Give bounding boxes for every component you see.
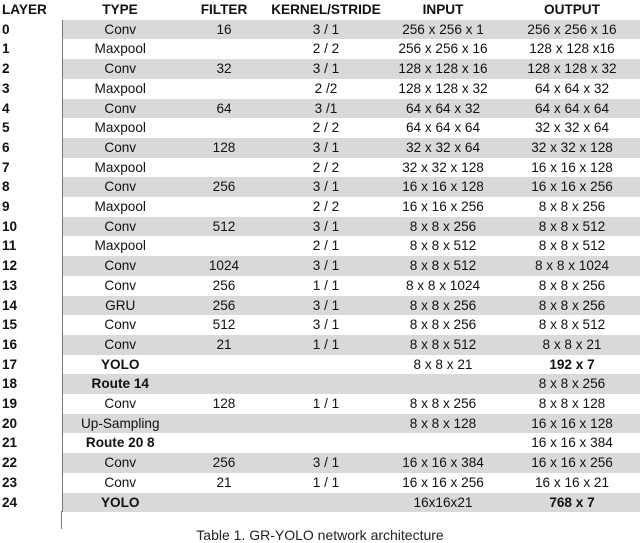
table-row	[0, 118, 640, 138]
output-cell: 32 x 32 x 128	[504, 138, 640, 158]
type-cell: GRU	[62, 296, 178, 316]
header-layer: LAYER	[2, 2, 47, 17]
table-row	[0, 374, 640, 394]
kernel-stride-cell	[270, 433, 382, 453]
type-cell: YOLO	[62, 493, 178, 513]
kernel-stride-cell: 1 / 1	[312, 396, 340, 412]
layer-cell: 8	[0, 177, 62, 197]
input-cell: 64 x 64 x 64	[405, 120, 481, 136]
table-row	[0, 217, 640, 237]
input-cell: 256 x 256 x 16	[398, 41, 488, 57]
type-cell: Conv	[62, 20, 178, 40]
kernel-stride-cell	[270, 374, 382, 394]
output-cell: 192 x 7	[549, 356, 595, 372]
type-cell: Maxpool	[94, 199, 146, 215]
input-cell	[382, 374, 504, 394]
table-row	[0, 453, 640, 473]
layer-cell: 22	[0, 453, 62, 473]
header-type: TYPE	[102, 2, 138, 17]
kernel-stride-cell: 1 / 1	[312, 277, 340, 293]
output-cell: 8 x 8 x 512	[538, 238, 606, 254]
filter-cell: 64	[178, 99, 270, 119]
input-cell: 8 x 8 x 512	[382, 256, 504, 276]
output-cell: 8 x 8 x 512	[504, 217, 640, 237]
layer-cell: 24	[0, 493, 62, 513]
layer-cell: 19	[0, 394, 62, 414]
kernel-stride-cell: 3 / 1	[270, 20, 382, 40]
header-row	[0, 0, 640, 20]
table-row	[0, 79, 640, 99]
input-cell: 8 x 8 x 512	[382, 335, 504, 355]
kernel-stride-cell: 3 / 1	[270, 138, 382, 158]
table-row	[0, 39, 640, 59]
filter-cell	[178, 414, 270, 434]
filter-cell	[178, 118, 270, 138]
kernel-stride-cell: 3 / 1	[270, 453, 382, 473]
output-cell: 64 x 64 x 32	[534, 80, 610, 96]
filter-cell	[178, 236, 270, 256]
input-cell: 8 x 8 x 512	[409, 238, 477, 254]
type-cell: Conv	[62, 256, 178, 276]
layer-cell: 7	[0, 158, 62, 178]
kernel-stride-cell: 2 / 2	[312, 120, 340, 136]
layer-cell: 3	[0, 79, 62, 99]
type-cell: Up-Sampling	[62, 414, 178, 434]
kernel-stride-cell: 3 / 1	[312, 317, 340, 333]
filter-cell	[178, 374, 270, 394]
filter-cell	[178, 197, 270, 217]
filter-cell: 256	[178, 177, 270, 197]
kernel-stride-cell: 2 / 2	[312, 199, 340, 215]
type-cell: Conv	[62, 217, 178, 237]
type-cell: Maxpool	[94, 159, 146, 175]
filter-cell	[178, 493, 270, 513]
table-row	[0, 355, 640, 375]
output-cell: 256 x 256 x 16	[504, 20, 640, 40]
layer-cell: 5	[0, 118, 62, 138]
kernel-stride-cell: 1 / 1	[270, 335, 382, 355]
kernel-stride-cell: 3 / 1	[270, 217, 382, 237]
kernel-stride-cell: 2 / 2	[312, 159, 340, 175]
layer-cell: 21	[0, 433, 62, 453]
output-cell: 8 x 8 x 256	[504, 374, 640, 394]
output-cell: 16 x 16 x 21	[534, 474, 610, 490]
layer-cell: 20	[0, 414, 62, 434]
kernel-stride-cell: 3 / 1	[270, 256, 382, 276]
table-row	[0, 296, 640, 316]
layer-cell: 10	[0, 217, 62, 237]
layer-cell: 15	[0, 315, 62, 335]
input-cell: 16 x 16 x 384	[382, 453, 504, 473]
type-cell: Conv	[62, 138, 178, 158]
input-cell: 32 x 32 x 64	[382, 138, 504, 158]
filter-cell: 21	[178, 335, 270, 355]
filter-cell: 256	[178, 453, 270, 473]
layer-cell: 16	[0, 335, 62, 355]
output-cell: 16 x 16 x 256	[504, 177, 640, 197]
type-cell: Conv	[62, 177, 178, 197]
input-cell: 64 x 64 x 32	[382, 99, 504, 119]
input-cell: 8 x 8 x 21	[413, 356, 473, 372]
output-cell: 8 x 8 x 256	[504, 296, 640, 316]
type-cell: Conv	[104, 474, 137, 490]
kernel-stride-cell: 3 / 1	[270, 177, 382, 197]
table-row	[0, 394, 640, 414]
kernel-stride-cell	[270, 355, 382, 375]
output-cell: 16 x 16 x 128	[531, 159, 613, 175]
type-cell: Maxpool	[94, 120, 146, 136]
output-cell: 16 x 16 x 128	[504, 414, 640, 434]
kernel-stride-cell: 1 / 1	[312, 474, 340, 490]
header-kernel-stride: KERNEL/STRIDE	[271, 2, 381, 17]
input-cell: 8 x 8 x 256	[382, 217, 504, 237]
filter-cell: 512	[178, 217, 270, 237]
table-row	[0, 473, 640, 493]
filter-cell: 21	[216, 474, 232, 490]
output-cell: 64 x 64 x 64	[504, 99, 640, 119]
layer-cell: 0	[0, 20, 62, 40]
output-cell: 8 x 8 x 256	[538, 277, 606, 293]
layer-cell: 13	[0, 276, 62, 296]
layer-cell: 4	[0, 99, 62, 119]
table-row	[0, 256, 640, 276]
output-cell: 8 x 8 x 21	[504, 335, 640, 355]
table-row	[0, 20, 640, 40]
filter-cell	[178, 39, 270, 59]
output-cell: 8 x 8 x 128	[538, 396, 606, 412]
table-row	[0, 433, 640, 453]
input-cell: 256 x 256 x 1	[382, 20, 504, 40]
type-cell: Maxpool	[94, 238, 146, 254]
output-cell: 16 x 16 x 384	[531, 435, 613, 451]
table-row	[0, 335, 640, 355]
type-cell: Conv	[62, 59, 178, 79]
kernel-stride-cell	[270, 414, 382, 434]
table-row	[0, 276, 640, 296]
input-cell: 128 x 128 x 16	[382, 59, 504, 79]
table-row	[0, 236, 640, 256]
input-cell: 8 x 8 x 256	[382, 296, 504, 316]
filter-cell: 16	[178, 20, 270, 40]
filter-cell	[178, 158, 270, 178]
table-row	[0, 315, 640, 335]
filter-cell: 128	[178, 138, 270, 158]
type-cell: Conv	[104, 396, 137, 412]
filter-cell	[178, 79, 270, 99]
type-cell: Route 20 8	[85, 435, 155, 451]
type-cell: Conv	[104, 317, 137, 333]
layer-cell: 1	[0, 39, 62, 59]
table-row	[0, 99, 640, 119]
table-row	[0, 493, 640, 513]
header-input: INPUT	[422, 2, 464, 17]
output-cell: 8 x 8 x 512	[538, 317, 606, 333]
input-cell: 128 x 128 x 32	[398, 80, 488, 96]
input-cell: 8 x 8 x 128	[382, 414, 504, 434]
output-cell: 128 x 128 x 32	[504, 59, 640, 79]
kernel-stride-cell: 3 / 1	[270, 296, 382, 316]
output-cell: 32 x 32 x 64	[534, 120, 610, 136]
kernel-stride-cell: 3 /1	[270, 99, 382, 119]
layer-cell: 6	[0, 138, 62, 158]
table-row	[0, 197, 640, 217]
type-cell: Conv	[62, 99, 178, 119]
input-cell: 8 x 8 x 256	[409, 317, 477, 333]
filter-cell: 128	[212, 396, 236, 412]
filter-cell: 1024	[178, 256, 270, 276]
type-cell: Route 14	[62, 374, 178, 394]
input-cell: 16 x 16 x 256	[402, 474, 484, 490]
input-cell: 8 x 8 x 256	[409, 396, 477, 412]
type-cell: Conv	[62, 335, 178, 355]
type-cell: Conv	[104, 277, 137, 293]
kernel-stride-cell: 2 / 1	[312, 238, 340, 254]
filter-cell	[178, 433, 270, 453]
table-row	[0, 138, 640, 158]
input-cell: 16 x 16 x 128	[382, 177, 504, 197]
layer-cell: 17	[0, 355, 62, 375]
type-cell: Maxpool	[94, 80, 146, 96]
kernel-stride-cell: 2 /2	[314, 80, 338, 96]
layer-cell: 9	[0, 197, 62, 217]
layer-cell: 18	[0, 374, 62, 394]
layer-cell: 11	[0, 236, 62, 256]
filter-cell	[178, 355, 270, 375]
output-cell: 8 x 8 x 256	[538, 199, 606, 215]
layer-cell: 2	[0, 59, 62, 79]
filter-cell: 256	[178, 296, 270, 316]
input-cell: 16 x 16 x 256	[402, 199, 484, 215]
table-caption: Table 1. GR-YOLO network architecture	[196, 527, 444, 543]
layer-cell: 14	[0, 296, 62, 316]
kernel-stride-cell: 3 / 1	[270, 59, 382, 79]
output-cell: 16 x 16 x 256	[504, 453, 640, 473]
kernel-stride-cell	[270, 493, 382, 513]
kernel-stride-cell: 2 / 2	[312, 41, 340, 57]
input-cell: 32 x 32 x 128	[402, 159, 484, 175]
layer-cell: 23	[0, 473, 62, 493]
output-cell: 128 x 128 x16	[529, 41, 615, 57]
layer-cell: 12	[0, 256, 62, 276]
header-filter: FILTER	[200, 2, 248, 17]
output-cell: 8 x 8 x 1024	[504, 256, 640, 276]
table-row	[0, 414, 640, 434]
input-cell	[382, 433, 504, 453]
output-cell: 768 x 7	[504, 493, 640, 513]
type-cell: Conv	[62, 453, 178, 473]
filter-cell: 32	[178, 59, 270, 79]
input-cell: 16x16x21	[382, 493, 504, 513]
type-cell: Maxpool	[94, 41, 146, 57]
input-cell: 8 x 8 x 1024	[405, 277, 481, 293]
type-cell: YOLO	[100, 356, 140, 372]
header-output: OUTPUT	[544, 2, 600, 17]
table-row	[0, 177, 640, 197]
filter-cell: 256	[212, 277, 236, 293]
table-row	[0, 158, 640, 178]
table-row	[0, 59, 640, 79]
filter-cell: 512	[212, 317, 236, 333]
